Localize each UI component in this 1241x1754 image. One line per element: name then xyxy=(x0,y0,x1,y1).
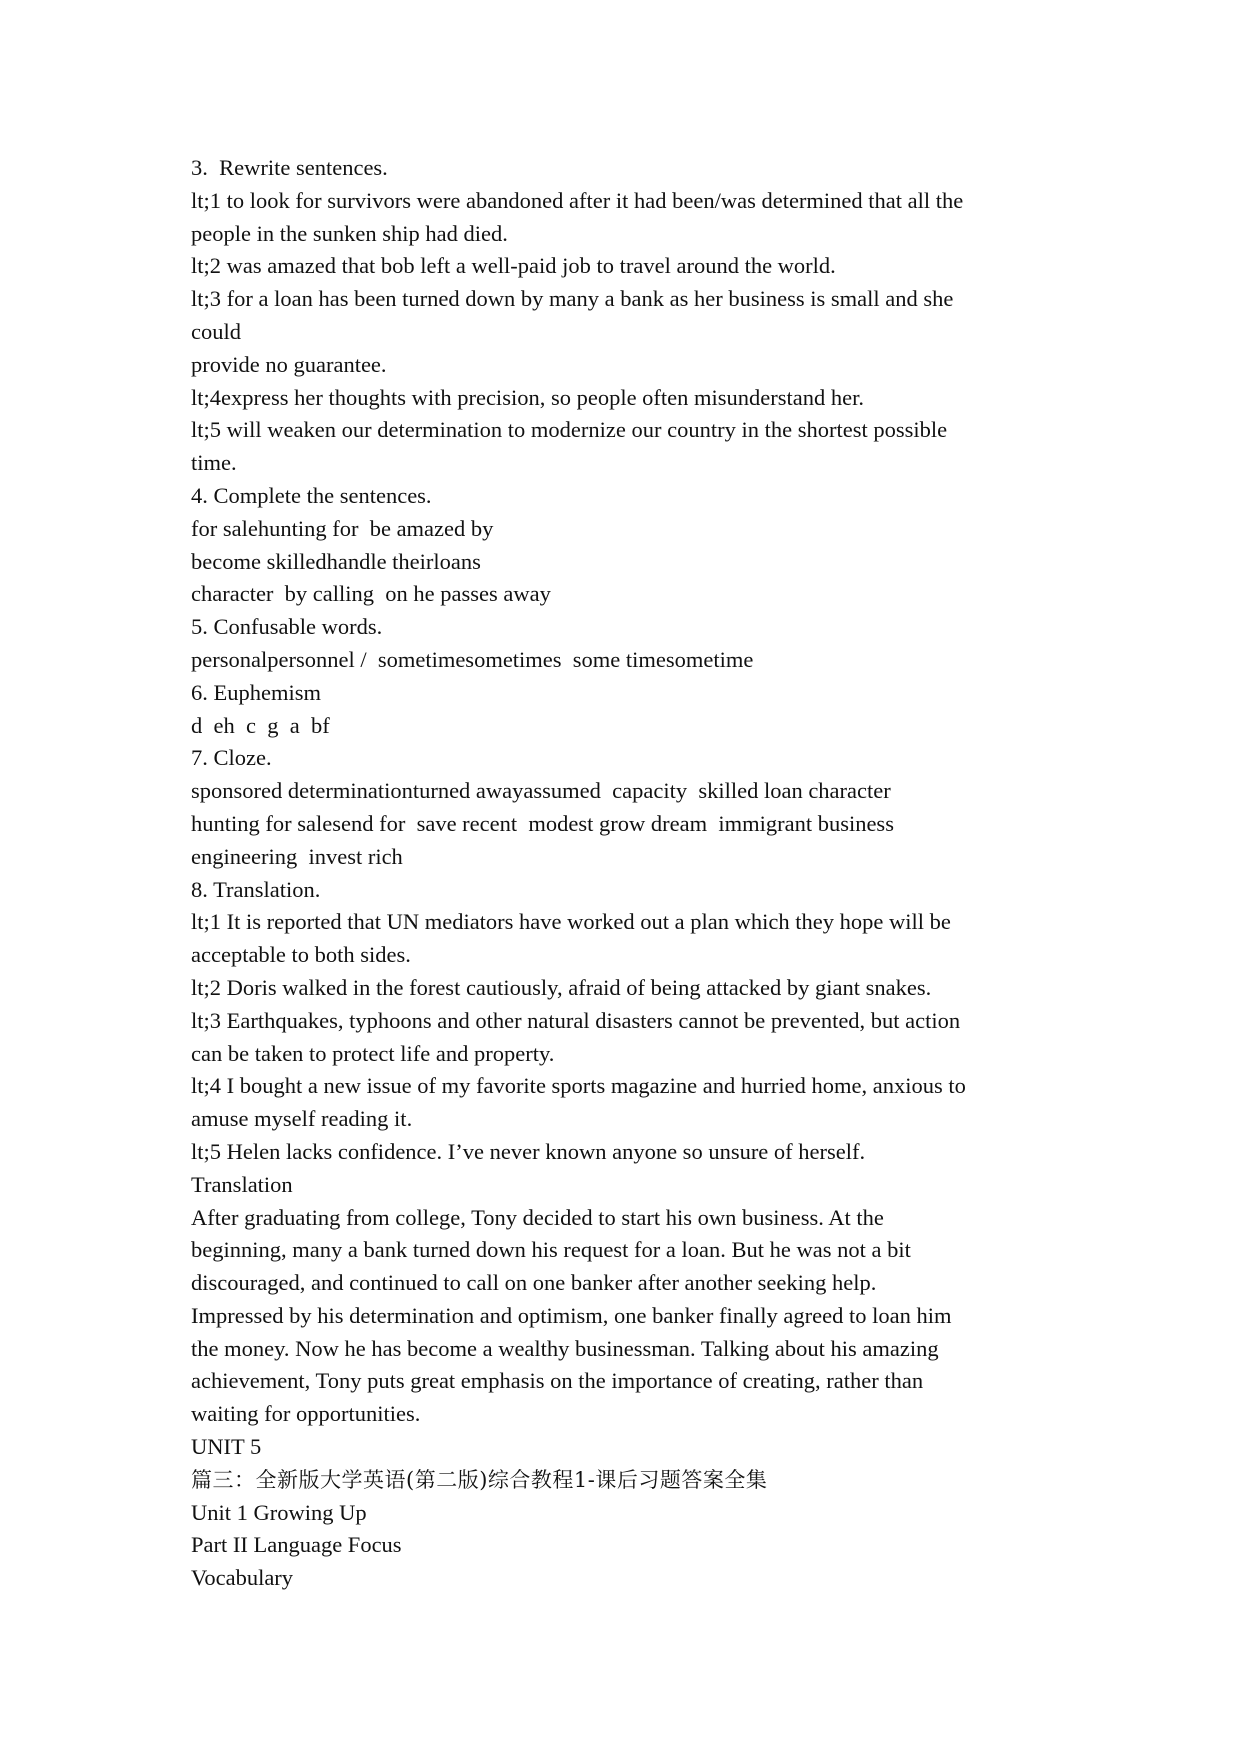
answer-line: lt;1 It is reported that UN mediators have worked out a plan which they hope will be xyxy=(191,909,951,935)
section-heading-translation-passage: Translation xyxy=(191,1171,293,1197)
answer-line: time. xyxy=(191,450,237,476)
section-heading-euphemism: 6. Euphemism xyxy=(191,679,321,705)
answer-line: hunting for salesend for save recent modest grow dream immigrant business xyxy=(191,810,894,836)
answer-line: become skilledhandle theirloans xyxy=(191,548,481,574)
unit-heading: UNIT 5 xyxy=(191,1434,262,1460)
section-heading-complete: 4. Complete the sentences. xyxy=(191,482,432,508)
answer-line: could xyxy=(191,318,241,344)
section-heading-rewrite: 3. Rewrite sentences. xyxy=(191,155,388,180)
answer-line: lt;2 Doris walked in the forest cautiously, afraid of being attacked by giant snakes. xyxy=(191,974,932,1000)
answer-line: lt;3 Earthquakes, typhoons and other natural disasters cannot be prevented, but action xyxy=(191,1007,961,1033)
answer-line: lt;1 to look for survivors were abandoned after it had been/was determined that all the xyxy=(191,187,964,213)
paragraph-line: waiting for opportunities. xyxy=(191,1401,421,1427)
section-heading-translation: 8. Translation. xyxy=(191,876,321,902)
answer-line: can be taken to protect life and property. xyxy=(191,1040,555,1066)
paragraph-line: the money. Now he has become a wealthy businessman. Talking about his amazing xyxy=(191,1335,939,1361)
paragraph-line: beginning, many a bank turned down his request for a loan. But he was not a bit xyxy=(191,1237,911,1263)
part-title: Part II Language Focus xyxy=(191,1532,402,1558)
answer-line: people in the sunken ship had died. xyxy=(191,220,508,246)
answer-line: provide no guarantee. xyxy=(191,351,387,377)
paragraph-line: After graduating from college, Tony decided to start his own business. At the xyxy=(191,1204,884,1230)
section-heading-confusable: 5. Confusable words. xyxy=(191,614,383,640)
answer-line: lt;5 will weaken our determination to modernize our country in the shortest possible xyxy=(191,417,948,443)
answer-line: amuse myself reading it. xyxy=(191,1106,413,1132)
answer-line: lt;5 Helen lacks confidence. I’ve never known anyone so unsure of herself. xyxy=(191,1138,866,1164)
answer-line: character by calling on he passes away xyxy=(191,581,551,607)
answer-line: lt;2 was amazed that bob left a well-paid job to travel around the world. xyxy=(191,253,836,279)
answer-line: sponsored determinationturned awayassumed capacity skilled loan character xyxy=(191,778,891,804)
answer-line: personalpersonnel / sometimesometimes some timesometime xyxy=(191,646,754,672)
paragraph-line: achievement, Tony puts great emphasis on the importance of creating, rather than xyxy=(191,1368,924,1394)
paragraph-line: Impressed by his determination and optimism, one banker finally agreed to loan him xyxy=(191,1302,952,1328)
document-body xyxy=(191,152,1071,1595)
unit-title: Unit 1 Growing Up xyxy=(191,1499,367,1525)
answer-line: for salehunting for be amazed by xyxy=(191,515,494,541)
chapter-title-cjk: 篇三：全新版大学英语(第二版)综合教程1-课后习题答案全集 xyxy=(191,1467,768,1492)
answer-line: engineering invest rich xyxy=(191,843,403,869)
answer-line: d eh c g a bf xyxy=(191,712,330,738)
answer-line: lt;3 for a loan has been turned down by many a bank as her business is small and she xyxy=(191,286,954,312)
section-heading-cloze: 7. Cloze. xyxy=(191,745,272,771)
answer-line: lt;4 I bought a new issue of my favorite sports magazine and hurried home, anxious to xyxy=(191,1073,966,1099)
answer-line: lt;4express her thoughts with precision, so people often misunderstand her. xyxy=(191,384,865,410)
subsection-title: Vocabulary xyxy=(191,1565,294,1591)
paragraph-line: discouraged, and continued to call on one banker after another seeking help. xyxy=(191,1270,877,1296)
answer-line: acceptable to both sides. xyxy=(191,942,411,968)
